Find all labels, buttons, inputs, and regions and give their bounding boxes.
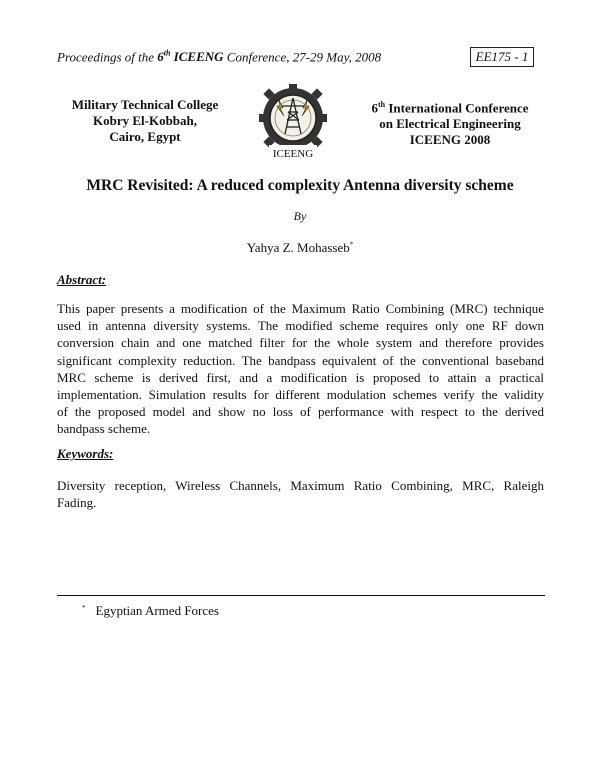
affiliation-right-ordinal-sup: th xyxy=(377,100,386,109)
keywords-body xyxy=(57,477,544,511)
affiliation-left xyxy=(55,97,235,145)
keywords-heading: Keywords: xyxy=(57,446,114,461)
abstract-line: MRC scheme is derived first, and a modification is proposed to attain a practical xyxy=(57,369,544,385)
author-name: Yahya Z. Mohasseb xyxy=(246,240,350,255)
abstract-line: conversion chain and one matched filter for the whole system and therefore provides xyxy=(57,335,544,351)
abstract-line: This paper presents a modification of the Maximum Ratio Combining (MRC) technique xyxy=(57,301,544,316)
abstract-line: implementation. Simulation results for different modulation schemes verify the validity xyxy=(57,387,544,403)
gear-logo-icon xyxy=(257,82,329,162)
footnote-rule xyxy=(57,595,545,596)
abstract-line: used in antenna diversity systems. The modified scheme requires only one RF down xyxy=(57,318,544,334)
affiliation-right-ordinal: 6 xyxy=(371,100,378,116)
abstract-line: of the proposed model and show no loss of performance with respect to the derived xyxy=(57,404,544,420)
affiliation-left-line2: Kobry El-Kobbah, xyxy=(92,113,198,128)
author-footnote-marker: * xyxy=(349,240,354,249)
footnote xyxy=(82,603,219,619)
affiliation-left-line3: Cairo, Egypt xyxy=(109,129,181,144)
iceeng-logo xyxy=(257,82,329,162)
running-head-conference: ICEENG xyxy=(173,49,224,65)
affiliation-right xyxy=(360,97,540,148)
affiliation-right-line1-rest: International Conference xyxy=(388,100,529,116)
paper-id-box: EE175 - 1 xyxy=(470,47,534,67)
running-head-ordinal-sup: th xyxy=(163,49,171,58)
running-head-ordinal: 6 xyxy=(157,49,164,65)
abstract-line: significant complexity reduction. The bandpass equivalent of the conventional baseband xyxy=(57,352,544,368)
affiliation-right-line1 xyxy=(360,97,540,116)
running-head-prefix: Proceedings of the xyxy=(57,49,154,65)
abstract-line: bandpass scheme. xyxy=(57,421,151,437)
running-head xyxy=(57,49,381,65)
footnote-text: Egyptian Armed Forces xyxy=(95,603,219,618)
author xyxy=(0,240,600,256)
affiliation-right-line3: ICEENG 2008 xyxy=(409,132,491,148)
footnote-marker: * xyxy=(82,603,86,612)
abstract-heading: Abstract: xyxy=(57,272,107,287)
abstract-body xyxy=(57,300,544,438)
byline: By xyxy=(293,209,307,223)
keywords-line: Fading. xyxy=(57,495,97,511)
affiliation-left-line1: Military Technical College xyxy=(71,97,219,112)
logo-label: ICEENG xyxy=(272,148,314,160)
running-head-suffix: Conference, 27-29 May, 2008 xyxy=(226,49,382,65)
paper-title: MRC Revisited: A reduced complexity Antenna diversity scheme xyxy=(86,177,514,194)
keywords-line: Diversity reception, Wireless Channels, Maximum Ratio Combining, MRC, Raleigh xyxy=(57,478,544,493)
affiliation-right-line2: on Electrical Engineering xyxy=(379,116,521,132)
